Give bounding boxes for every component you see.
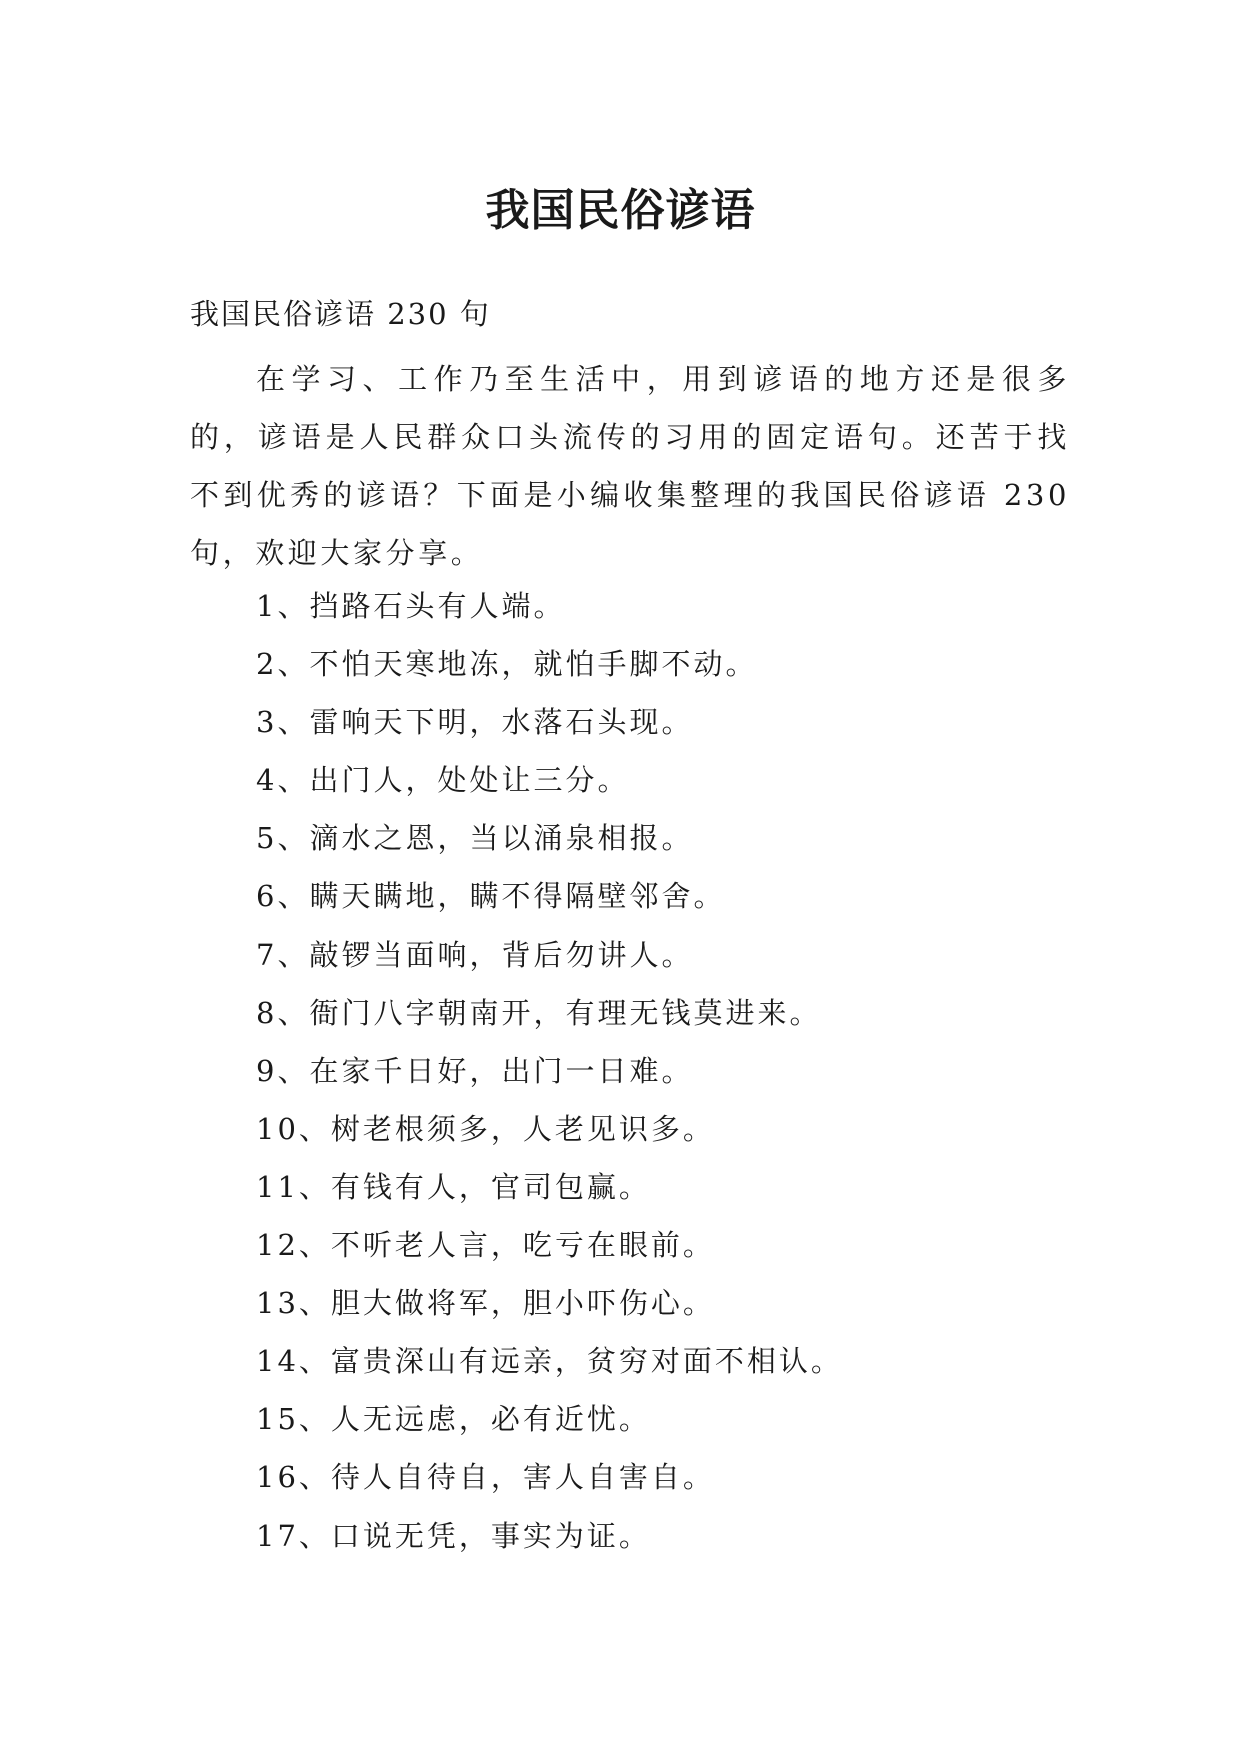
- proverb-item: 15、人无远虑，必有近忧。: [256, 1402, 651, 1437]
- intro-paragraph: 在学习、工作乃至生活中，用到谚语的地方还是很多的，谚语是人民群众口头流传的习用的固定语句。还苦于找不到优秀的谚语？下面是小编收集整理的我国民俗谚语 230 句，欢迎大家分享。: [190, 362, 1070, 570]
- proverb-item: 14、富贵深山有远亲，贫穷对面不相认。: [256, 1344, 843, 1379]
- proverb-list: [256, 586, 843, 1574]
- proverb-item: 8、衙门八字朝南开，有理无钱莫进来。: [256, 995, 822, 1030]
- proverb-item: 2、不怕天寒地冻，就怕手脚不动。: [256, 647, 758, 682]
- proverb-item: 12、不听老人言，吃亏在眼前。: [256, 1228, 715, 1263]
- document-title: 我国民俗谚语: [485, 185, 756, 237]
- proverb-item: 3、雷响天下明，水落石头现。: [256, 705, 694, 740]
- proverb-item: 7、敲锣当面响，背后勿讲人。: [256, 937, 694, 972]
- proverb-item: 6、瞒天瞒地，瞒不得隔壁邻舍。: [256, 879, 726, 914]
- proverb-item: 4、出门人，处处让三分。: [256, 763, 630, 798]
- proverb-item: 9、在家千日好，出门一日难。: [256, 1053, 694, 1088]
- proverb-item: 13、胆大做将军，胆小吓伤心。: [256, 1286, 715, 1321]
- proverb-item: 16、待人自待自，害人自害自。: [256, 1460, 715, 1495]
- proverb-item: 10、树老根须多，人老见识多。: [256, 1111, 715, 1146]
- proverb-item: 17、口说无凭，事实为证。: [256, 1518, 651, 1553]
- proverb-item: 11、有钱有人，官司包赢。: [256, 1169, 651, 1204]
- proverb-item: 1、挡路石头有人端。: [256, 589, 566, 623]
- proverb-item: 5、滴水之恩，当以涌泉相报。: [256, 821, 694, 856]
- document-subtitle: 我国民俗谚语 230 句: [190, 297, 491, 331]
